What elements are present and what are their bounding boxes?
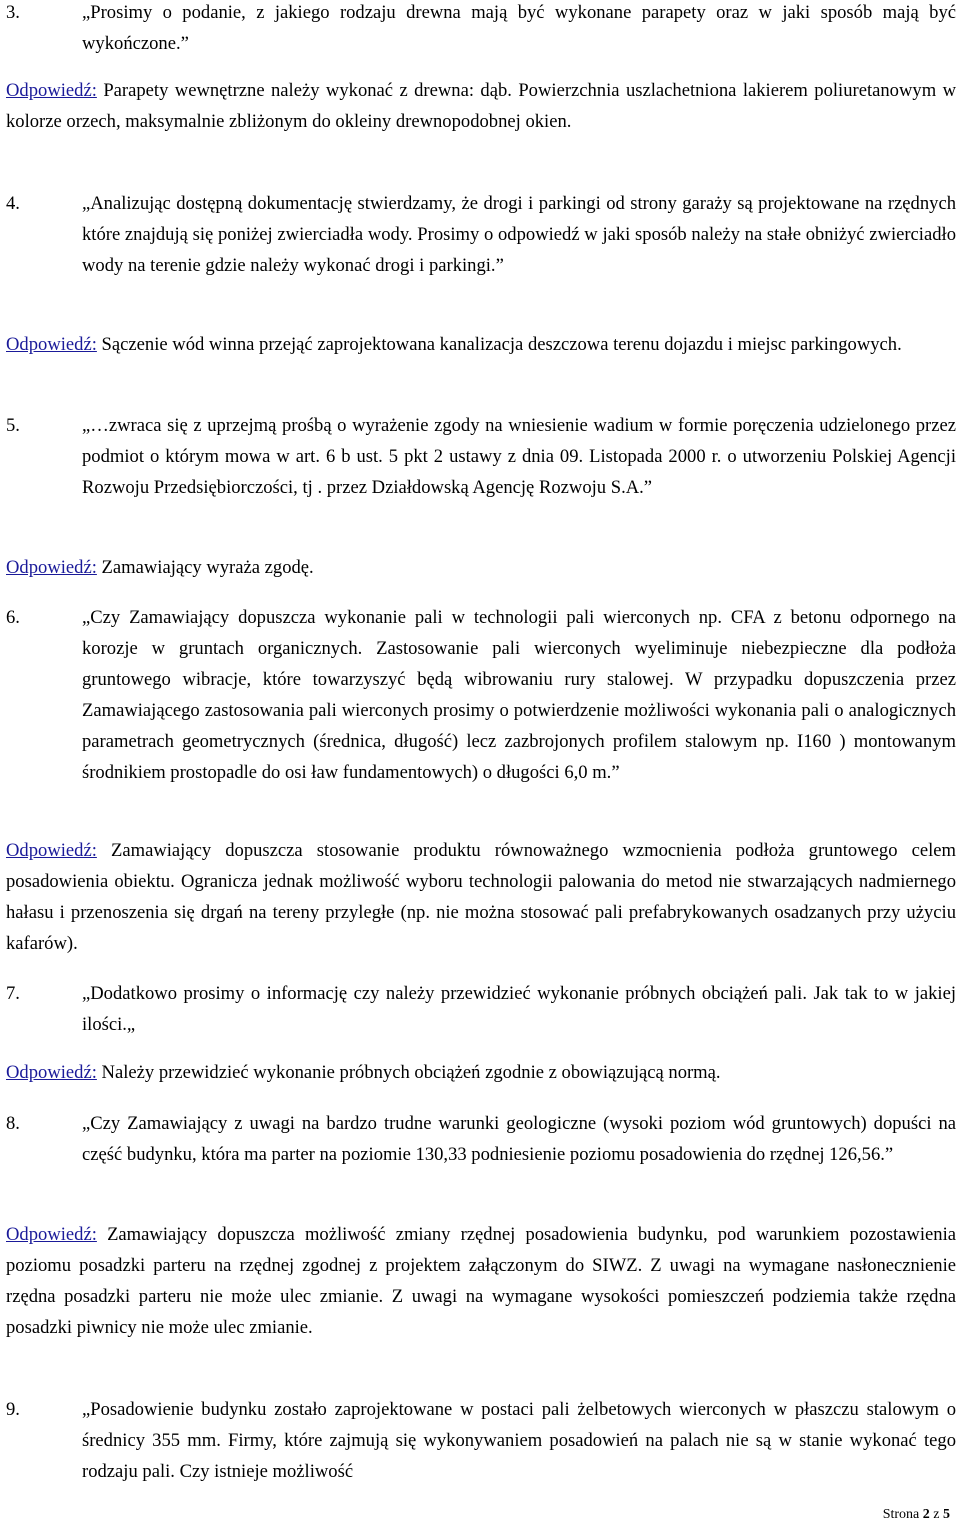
footer-current-page: 2: [922, 1507, 930, 1522]
question-3: [6, 0, 956, 59]
question-number: 9.: [6, 1399, 20, 1420]
page-footer: [883, 1506, 950, 1524]
answer-label: Odpowiedź:: [6, 1062, 97, 1083]
answer-6: [6, 835, 956, 959]
question-text: „Czy Zamawiający dopuszcza wykonanie pali w technologii pali wierconych np. CFA z betonu odpornego na korozje w gruntach organicznych. Zastosowanie pali wierconych wyeliminuje niebezpieczne dla podłoża gruntowego wibracje, które towarzyszyć będą wibrowaniu rury stalowej. W przypadku dopuszczenia przez Zamawiającego zastosowania pali wierconych prosimy o potwierdzenie możliwości wykonania pali o analogicznych parametrach geometrycznych (średnica, długość) lecz zazbrojonych profilem stalowym np. I160 ) montowanym środnikiem prostopadle do osi ław fundamentowych) o długości 6,0 m.”: [82, 607, 956, 783]
question-text: „…zwraca się z uprzejmą prośbą o wyrażenie zgody na wniesienie wadium w formie poręczenia udzielonego przez podmiot o którym mowa w art. 6 b ust. 5 pkt 2 ustawy z dnia 09. Listopada 2000 r. o utworzeniu Polskiej Agencji Rozwoju Przedsiębiorczości, tj . przez Działdowską Agencję Rozwoju S.A.”: [82, 415, 956, 498]
question-8: [6, 1108, 956, 1170]
answer-3: [6, 75, 956, 137]
answer-text: Należy przewidzieć wykonanie próbnych obciążeń zgodnie z obowiązującą normą.: [101, 1062, 721, 1083]
answer-5: [6, 552, 956, 583]
footer-page-word: Strona: [882, 1507, 920, 1522]
footer-total-pages: 5: [943, 1507, 950, 1522]
question-number: 7.: [6, 983, 20, 1004]
answer-text: Zamawiający wyraża zgodę.: [101, 557, 314, 578]
answer-text: Zamawiający dopuszcza możliwość zmiany rzędnej posadowienia budynku, pod warunkiem pozostawienia poziomu posadzki parteru na rzędnej zgodnej z projektem załączonym do SIWZ. Z uwagi na wymagane nasłonecznienie rzędna posadzki parteru nie może ulec zmianie. Z uwagi na wymagane wysokości pomieszczeń podziemia także rzędna posadzki piwnicy nie może ulec zmianie.: [6, 1224, 956, 1338]
answer-label: Odpowiedź:: [6, 80, 97, 101]
question-number: 6.: [6, 607, 20, 628]
answer-label: Odpowiedź:: [6, 334, 97, 355]
question-number: 5.: [6, 415, 20, 436]
answer-text: Sączenie wód winna przejąć zaprojektowana kanalizacja deszczowa terenu dojazdu i miejsc parkingowych.: [101, 334, 902, 355]
question-text: „Posadowienie budynku zostało zaprojektowane w postaci pali żelbetowych wierconych w płaszczu stalowym o średnicy 355 mm. Firmy, które zajmują się wykonywaniem posadowień na palach nie są w stanie wykonać tego rodzaju pali. Czy istnieje możliwość: [82, 1399, 956, 1482]
question-4: [6, 188, 956, 281]
answer-7: [6, 1057, 956, 1088]
question-9: [6, 1394, 956, 1487]
question-text: „Czy Zamawiający z uwagi na bardzo trudne warunki geologiczne (wysoki poziom wód gruntowych) dopuści na część budynku, która ma parter na poziomie 130,33 podniesienie poziomu posadowienia do rzędnej 126,56.”: [82, 1113, 956, 1165]
answer-label: Odpowiedź:: [6, 1224, 97, 1245]
question-5: [6, 410, 956, 503]
answer-label: Odpowiedź:: [6, 557, 97, 578]
question-number: 4.: [6, 193, 20, 214]
question-text: „Dodatkowo prosimy o informację czy należy przewidzieć wykonanie próbnych obciążeń pali. Jak tak to w jakiej ilości.„: [82, 983, 956, 1035]
answer-text: Zamawiający dopuszcza stosowanie produktu równoważnego wzmocnienia podłoża gruntowego celem posadowienia obiektu. Ogranicza jednak możliwość wyboru technologii palowania do metod nie stwarzających nadmiernego hałasu i przenoszenia się drgań na tereny przyległe (np. nie można stosować pali prefabrykowanych osadzanych przy użyciu kafarów).: [6, 840, 956, 954]
question-6: [6, 602, 956, 788]
answer-4: [6, 329, 956, 360]
footer-of-word: z: [933, 1507, 940, 1522]
question-7: [6, 978, 956, 1040]
answer-text: Parapety wewnętrzne należy wykonać z drewna: dąb. Powierzchnia uszlachetniona lakierem poliuretanowym w kolorze orzech, maksymalnie zbliżonym do okleiny drewnopodobnej okien.: [6, 80, 956, 132]
question-number: 3.: [6, 2, 20, 23]
answer-label: Odpowiedź:: [6, 840, 97, 861]
question-text: „Prosimy o podanie, z jakiego rodzaju drewna mają być wykonane parapety oraz w jaki sposób mają być wykończone.”: [82, 2, 956, 54]
question-number: 8.: [6, 1113, 20, 1134]
answer-8: [6, 1219, 956, 1343]
question-text: „Analizując dostępną dokumentację stwierdzamy, że drogi i parkingi od strony garaży są projektowane na rzędnych które znajdują się poniżej zwierciadła wody. Prosimy o odpowiedź w jaki sposób należy na stałe obniżyć zwierciadło wody na terenie gdzie należy wykonać drogi i parkingi.”: [82, 193, 956, 276]
